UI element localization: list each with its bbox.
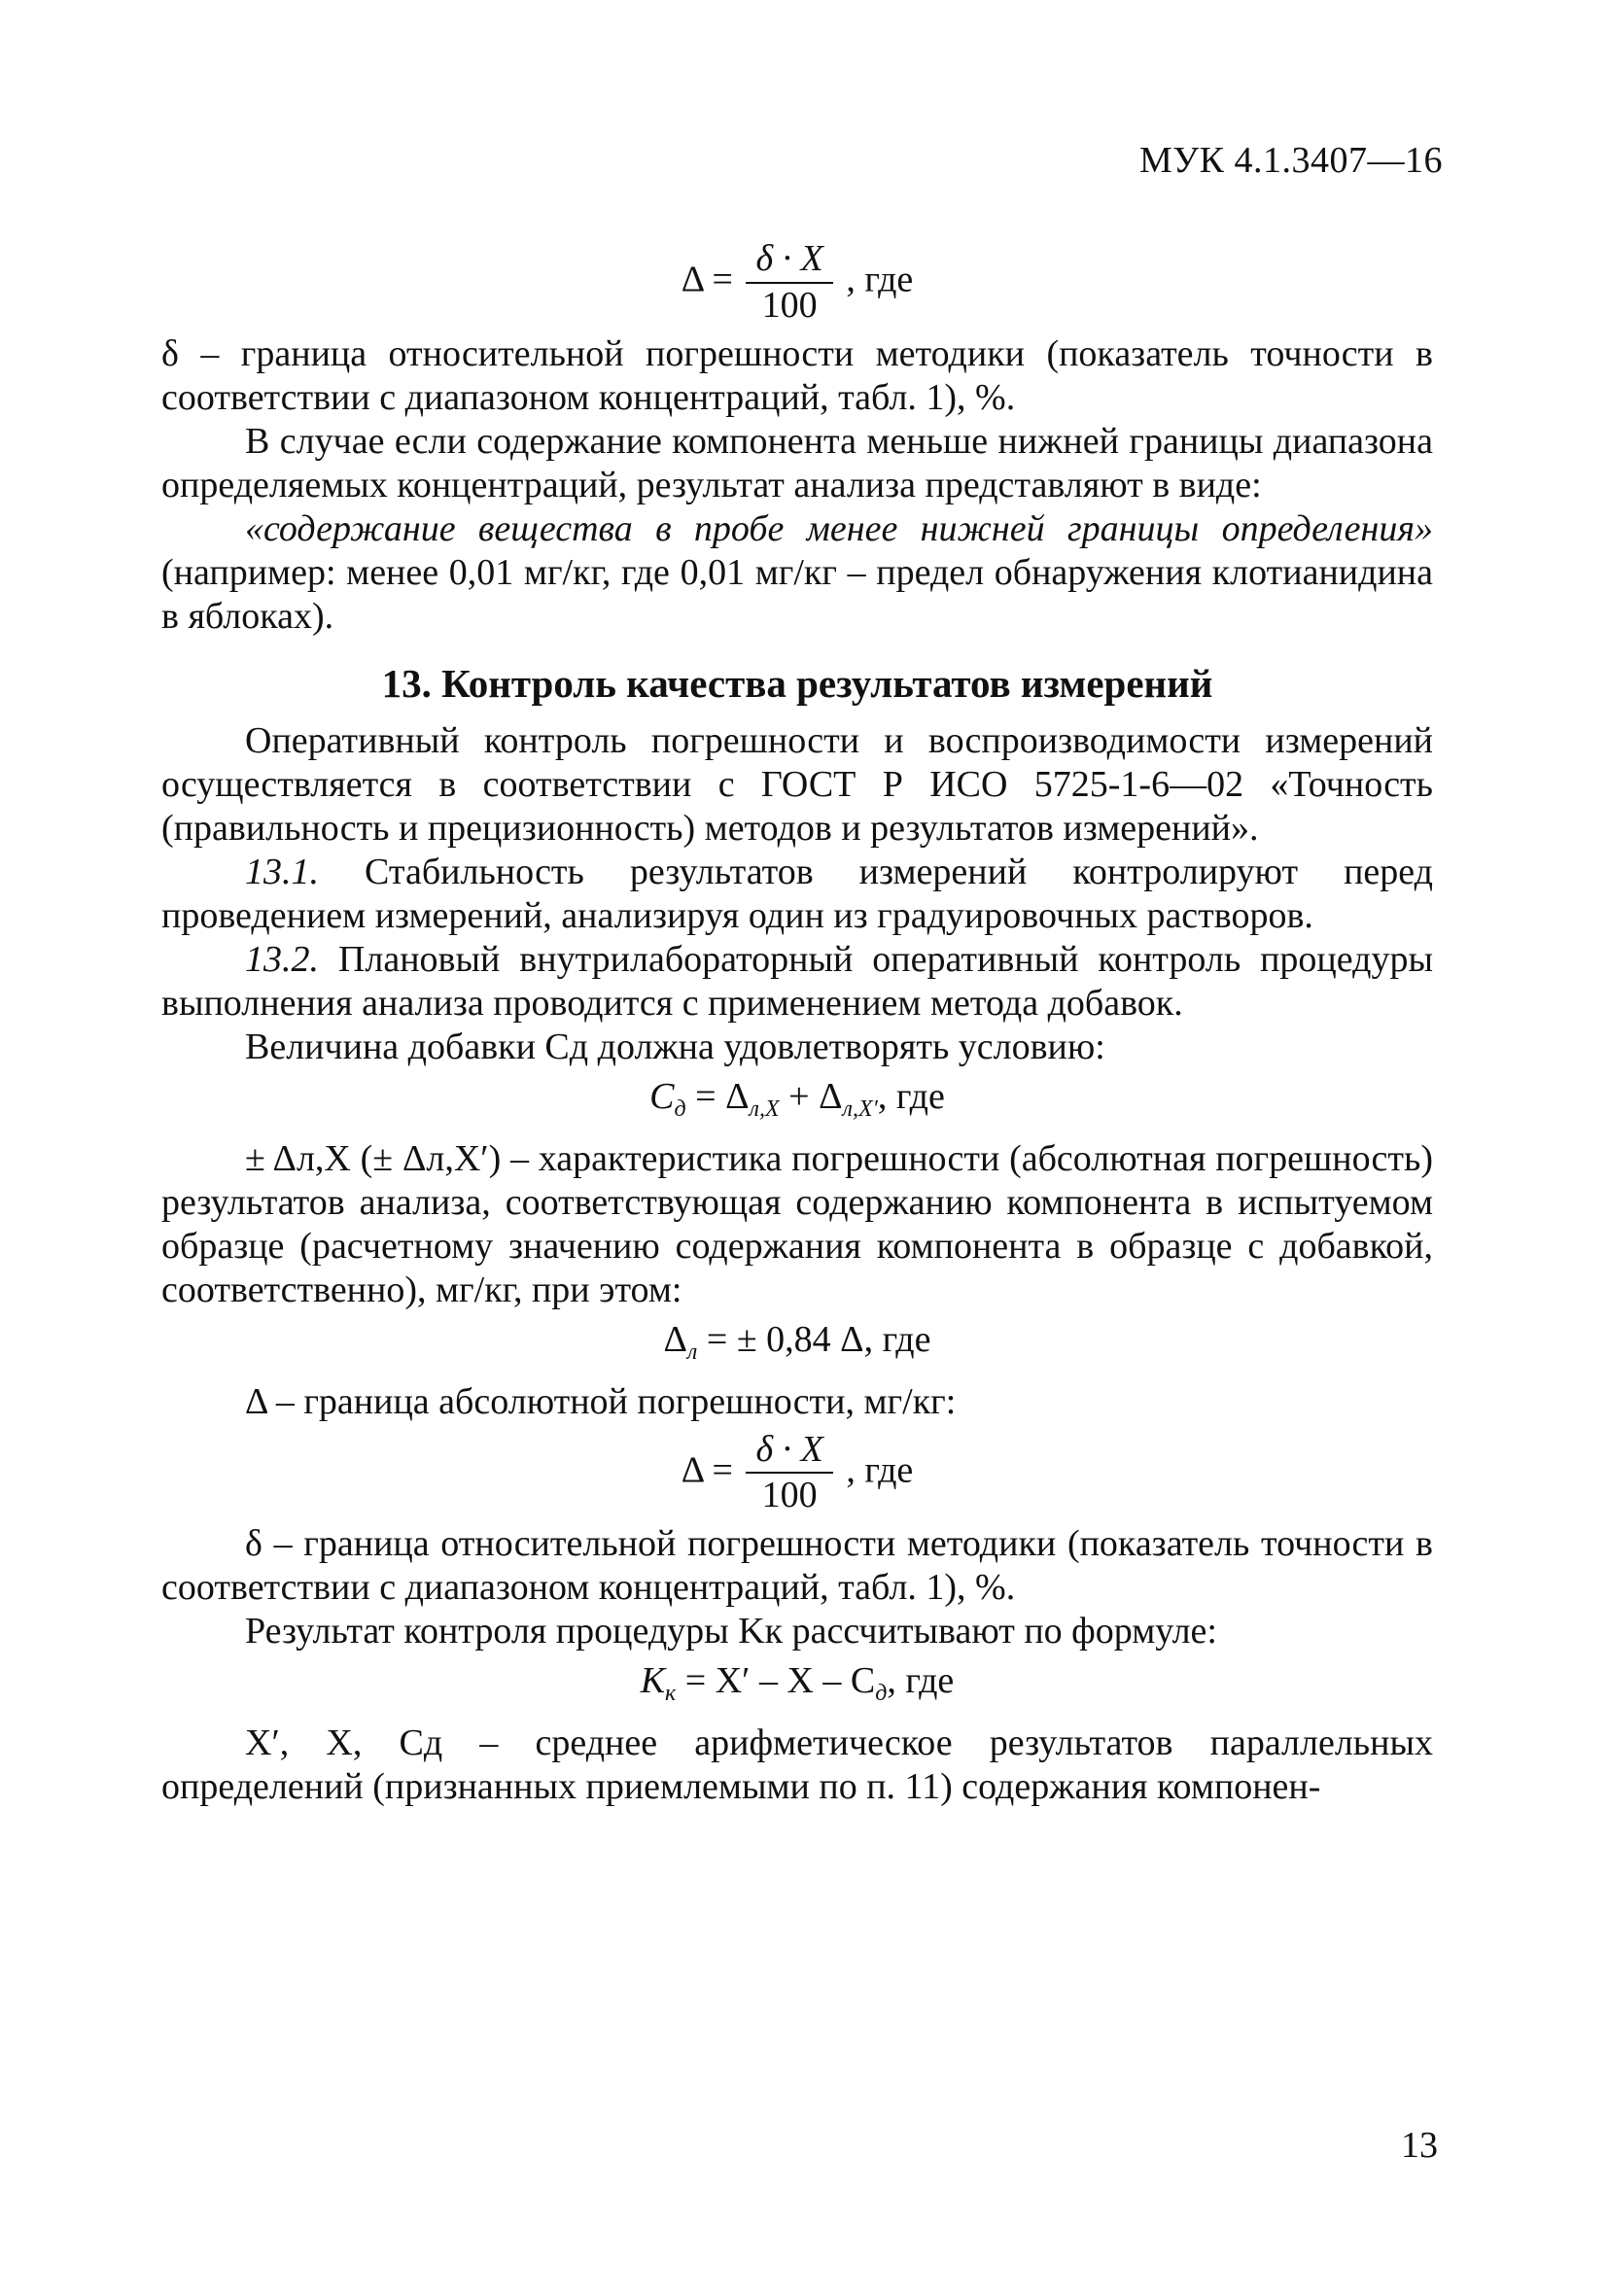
formula-where: , где (887, 1660, 955, 1702)
formula-symbol: C (649, 1075, 675, 1117)
section-title: 13. Контроль качества результатов измерений (381, 660, 1213, 706)
fraction (746, 1430, 832, 1517)
formula-part: = X′ – X – C (676, 1660, 876, 1702)
fraction-numerator: δ · X (746, 1430, 832, 1475)
formula-part: + Δ (779, 1075, 843, 1117)
result-phrase: «содержание вещества в пробе менее нижней границы определения» (245, 507, 1433, 549)
formula-symbol: K (640, 1660, 666, 1702)
paragraph-control-intro: Оперативный контроль погрешности и воспроизводимости измерений осуществляется в соответствии с ГОСТ Р ИСО 5725-1-6—02 «Точность (правильность и прецизионность) методов и результатов измерений». (161, 719, 1433, 849)
clause-number: 13.1. (245, 851, 319, 892)
paragraph-below-limit: В случае если содержание компонента меньше нижней границы диапазона определяемых концентраций, результат анализа представляют в виде: (161, 420, 1433, 505)
paragraph-mean-definition: X′, X, Cд – среднее арифметическое результатов параллельных определений (признанных приемлемыми по п. 11) содержания компонен- (161, 1722, 1433, 1808)
fraction (746, 239, 832, 327)
paragraph-kk-intro: Результат контроля процедуры Kк рассчитывают по формуле: (245, 1611, 1217, 1652)
document-code: МУК 4.1.3407—16 (1138, 140, 1443, 181)
fraction-denominator: 100 (761, 284, 818, 326)
formula-part: = ± 0,84 Δ, где (697, 1318, 931, 1360)
clause-text: Стабильность результатов измерений контролируют перед проведением измерений, анализируя один из градуировочных растворов. (161, 851, 1433, 936)
formula-part: = Δ (685, 1075, 750, 1117)
result-example: (например: менее 0,01 мг/кг, где 0,01 мг/кг – предел обнаружения клотианидина в яблоках). (161, 551, 1433, 637)
fraction-denominator: 100 (761, 1475, 818, 1516)
cd-formula (161, 1075, 1433, 1131)
formula-subscript: к (665, 1681, 677, 1707)
kk-formula (161, 1659, 1433, 1716)
paragraph-result-format (161, 507, 1433, 639)
formula-subscript: л,X (749, 1096, 780, 1122)
fraction-numerator: δ · X (746, 239, 832, 284)
formula-lhs: Δ = (681, 259, 733, 300)
paragraph-error-characteristic: ± Δл,X (± Δл,X′) – характеристика погрешности (абсолютная погрешность) результатов анализа, соответствующая содержанию компонента в испытуемом образце (расчетному значению содержания компонента в образце с добавкой, соответственно), мг/кг, при этом: (161, 1137, 1433, 1310)
page-number: 13 (1401, 2125, 1438, 2166)
delta-l-formula (161, 1318, 1433, 1374)
formula-subscript: л,X′ (842, 1096, 878, 1122)
clause-number: 13.2. (245, 938, 319, 980)
delta-formula-1 (161, 239, 1433, 327)
formula-lhs: Δ = (681, 1449, 733, 1491)
formula-subscript: д (674, 1096, 686, 1122)
formula-subscript: л (686, 1339, 698, 1365)
paragraph-delta-definition: δ – граница относительной погрешности методики (показатель точности в соответствии с диапазоном концентраций, табл. 1), %. (161, 332, 1433, 418)
formula-where: , где (877, 1075, 945, 1117)
delta-formula-2 (161, 1430, 1433, 1517)
formula-symbol: Δ (663, 1318, 687, 1360)
clause-text: Плановый внутрилабораторный оперативный контроль процедуры выполнения анализа проводится с применением метода добавок. (161, 938, 1433, 1024)
paragraph-13-1 (161, 851, 1433, 938)
formula-where: , где (846, 1449, 914, 1491)
paragraph-delta-definition-2: δ – граница относительной погрешности методики (показатель точности в соответствии с диапазоном концентраций, табл. 1), %. (161, 1523, 1433, 1609)
paragraph-13-2 (161, 938, 1433, 1026)
formula-where: , где (846, 259, 914, 300)
page-body (161, 233, 1433, 1809)
formula-subscript: д (875, 1681, 888, 1707)
paragraph-absolute-error: Δ – граница абсолютной погрешности, мг/кг: (245, 1380, 957, 1422)
paragraph-additive-condition: Величина добавки Cд должна удовлетворять условию: (245, 1026, 1105, 1067)
